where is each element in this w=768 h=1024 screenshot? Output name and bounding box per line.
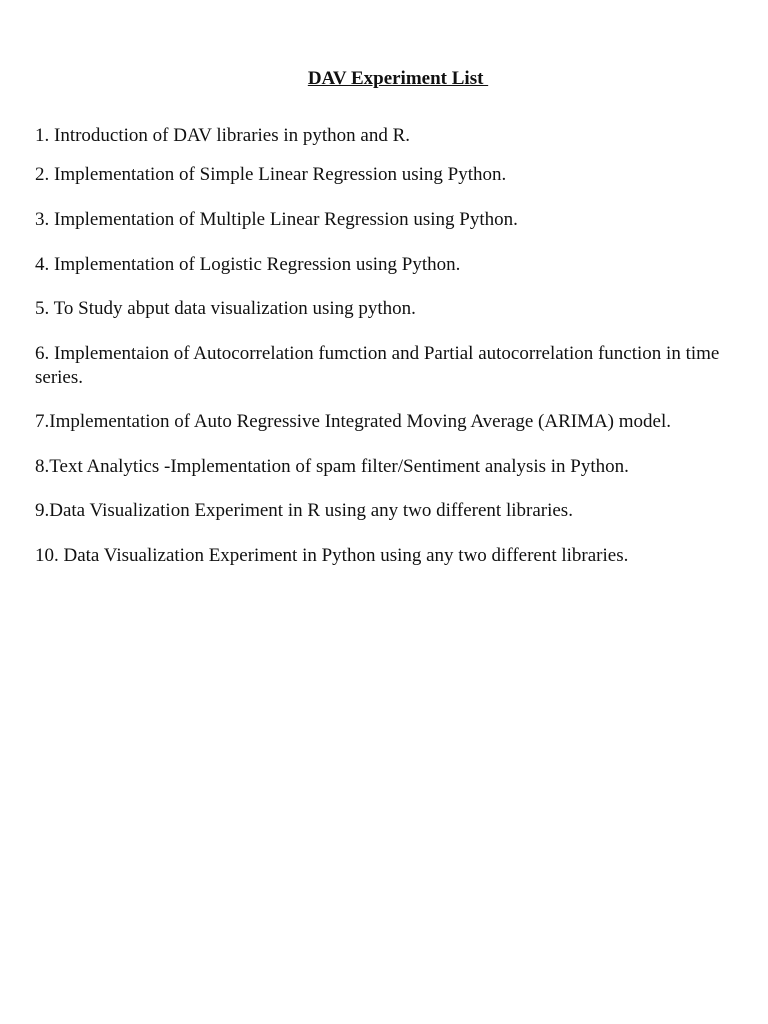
list-item-1: 1. Introduction of DAV libraries in python and R. [35, 125, 411, 146]
list-item-3: 3. Implementation of Multiple Linear Regression using Python. [35, 209, 518, 230]
list-item-9: 9.Data Visualization Experiment in R using any two different libraries. [35, 500, 573, 521]
document-title: DAV Experiment List [307, 68, 489, 89]
list-item-10: 10. Data Visualization Experiment in Python using any two different libraries. [35, 545, 629, 566]
list-item-4: 4. Implementation of Logistic Regression using Python. [35, 254, 461, 275]
list-item-2: 2. Implementation of Simple Linear Regression using Python. [35, 164, 507, 185]
list-item-6: 6. Implementaion of Autocorrelation fumction and Partial autocorrelation function in time series. [35, 343, 720, 388]
list-item-7: 7.Implementation of Auto Regressive Integrated Moving Average (ARIMA) model. [35, 411, 671, 432]
list-item-5: 5. To Study abput data visualization using python. [35, 298, 416, 319]
list-item-8: 8.Text Analytics -Implementation of spam filter/Sentiment analysis in Python. [35, 456, 629, 477]
